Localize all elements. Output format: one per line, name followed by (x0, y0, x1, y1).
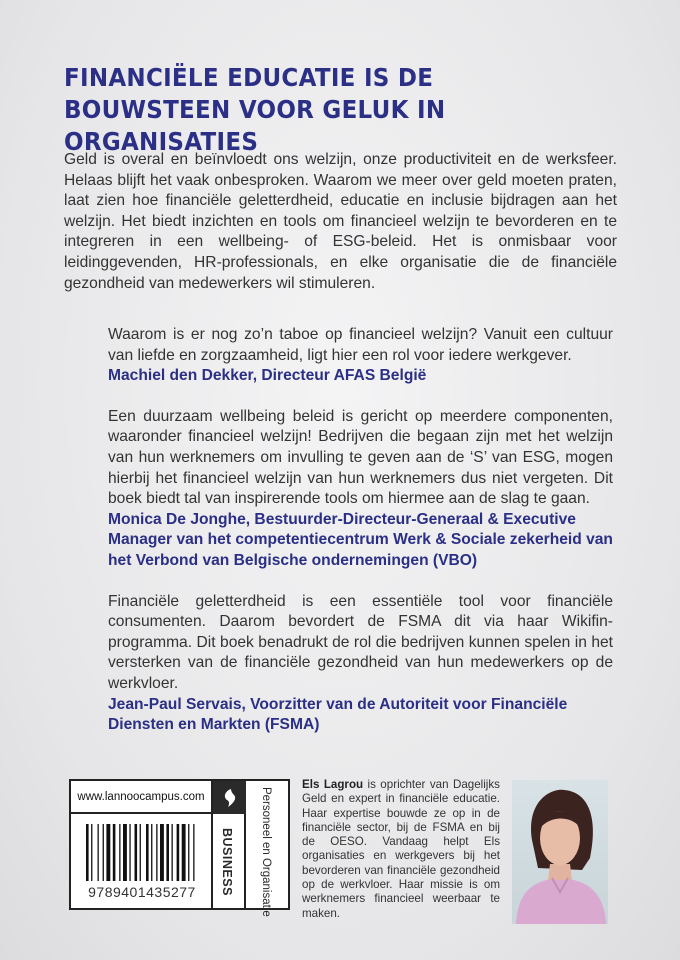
author-name: Els Lagrou (302, 778, 364, 791)
barcode-bar (113, 824, 116, 881)
barcode-bar (98, 824, 99, 881)
barcode-bar (146, 824, 149, 881)
barcode-bar (166, 824, 169, 881)
barcode-bar (182, 824, 186, 881)
intro-paragraph: Geld is overal en beïnvloedt ons welzijn, onze productiviteit en de werksfeer. Helaas blijft het vaak onbesproken. Waarom we meer over geld moeten praten, laat zien hoe financiële geletterdheid, educatie en inclusie bijdragen aan het welzijn. Het biedt inzichten en tools om financieel welzijn te bevorderen en te integreren in een wellbeing- of ESG-beleid. Het is onmisbaar voor leidinggevenden, HR-professionals, en elke organisatie die de financiële gezondheid van medewerkers wil stimuleren. (64, 151, 617, 292)
barcode-bar (172, 824, 173, 881)
endorsements (108, 325, 613, 756)
barcode-bar (177, 824, 180, 881)
publisher-logo-icon (213, 781, 246, 814)
quote-text: Waarom is er nog zo’n taboe op financieel welzijn? Vanuit een cultuur van liefde en zorgzaamheid, ligt hier een rol voor iedere werkgever. (108, 326, 613, 364)
barcode-bar (135, 824, 138, 881)
publisher-label (69, 779, 290, 917)
barcode-bar (129, 824, 130, 881)
barcode-bar (193, 824, 194, 881)
barcode-bar (86, 824, 89, 881)
barcode-bar (91, 824, 92, 881)
barcode-bar (106, 824, 110, 881)
barcode-bar (119, 824, 120, 881)
quote-text: Financiële geletterdheid is een essentiële tool voor financiële consumenten. Daarom bevordert de FSMA dit via haar Wikifin-programma. Dit boek benadrukt de rol die bedrijven kunnen spelen in het versterken van de financiële gezondheid van hun medewerkers op de werkvloer. (108, 592, 613, 692)
quote-author: Monica De Jonghe, Bestuurder-Directeur-Generaal & Executive Manager van het competentiecentrum Werk & Sociale zekerheid van het Verbond van Belgische ondernemingen (VBO) (108, 510, 613, 569)
endorsement (108, 592, 613, 736)
isbn-number: 9789401435277 (88, 884, 196, 900)
barcode-bar (188, 824, 189, 881)
barcode (71, 814, 213, 910)
quote-text: Een duurzaam wellbeing beleid is gericht op meerdere componenten, waaronder financieel welzijn! Bedrijven die begaan zijn met het welzijn van hun werknemers om invulling te geven aan de ‘S’ van ESG, mogen hierbij het financieel welzijn van hun werknemers dus niet vergeten. Dit boek biedt tal van inspirerende tools om hiermee aan de slag te gaan. (108, 407, 613, 508)
quote-author: Machiel den Dekker, Directeur AFAS België (108, 367, 427, 385)
series-text: BUSINESS (220, 828, 234, 896)
author-photo (512, 780, 608, 924)
category-text: Personeel en Organisatie (260, 787, 272, 917)
barcode-bar (151, 824, 152, 881)
author-bio-text: is oprichter van Dagelijks Geld en expert in financiële educatie. Haar expertise bouwde ze op in de financiële sector, bij de FSMA en bij de OESO. Vandaag helpt Els organisaties en werkgevers bij het bevorderen van financiële gezondheid op de werkvloer. Haar missie is om werknemers financieel weerbaar te maken. (302, 778, 500, 920)
category-label (246, 781, 290, 917)
barcode-bar (160, 824, 164, 881)
endorsement (108, 407, 613, 572)
barcode-bar (140, 824, 141, 881)
publisher-url: www.lannoocampus.com (71, 781, 213, 814)
book-title: FINANCIËLE EDUCATIE IS DE BOUWSTEEN VOOR GELUK IN ORGANISATIES (64, 63, 446, 156)
barcode-bar (156, 824, 157, 881)
author-bio (302, 778, 500, 921)
series-label (213, 814, 246, 910)
quote-author: Jean-Paul Servais, Voorzitter van de Autoriteit voor Financiële Diensten en Markten (FSMA) (108, 695, 568, 734)
barcode-bar (103, 824, 104, 881)
barcode-bar (123, 824, 127, 881)
endorsement (108, 325, 613, 387)
